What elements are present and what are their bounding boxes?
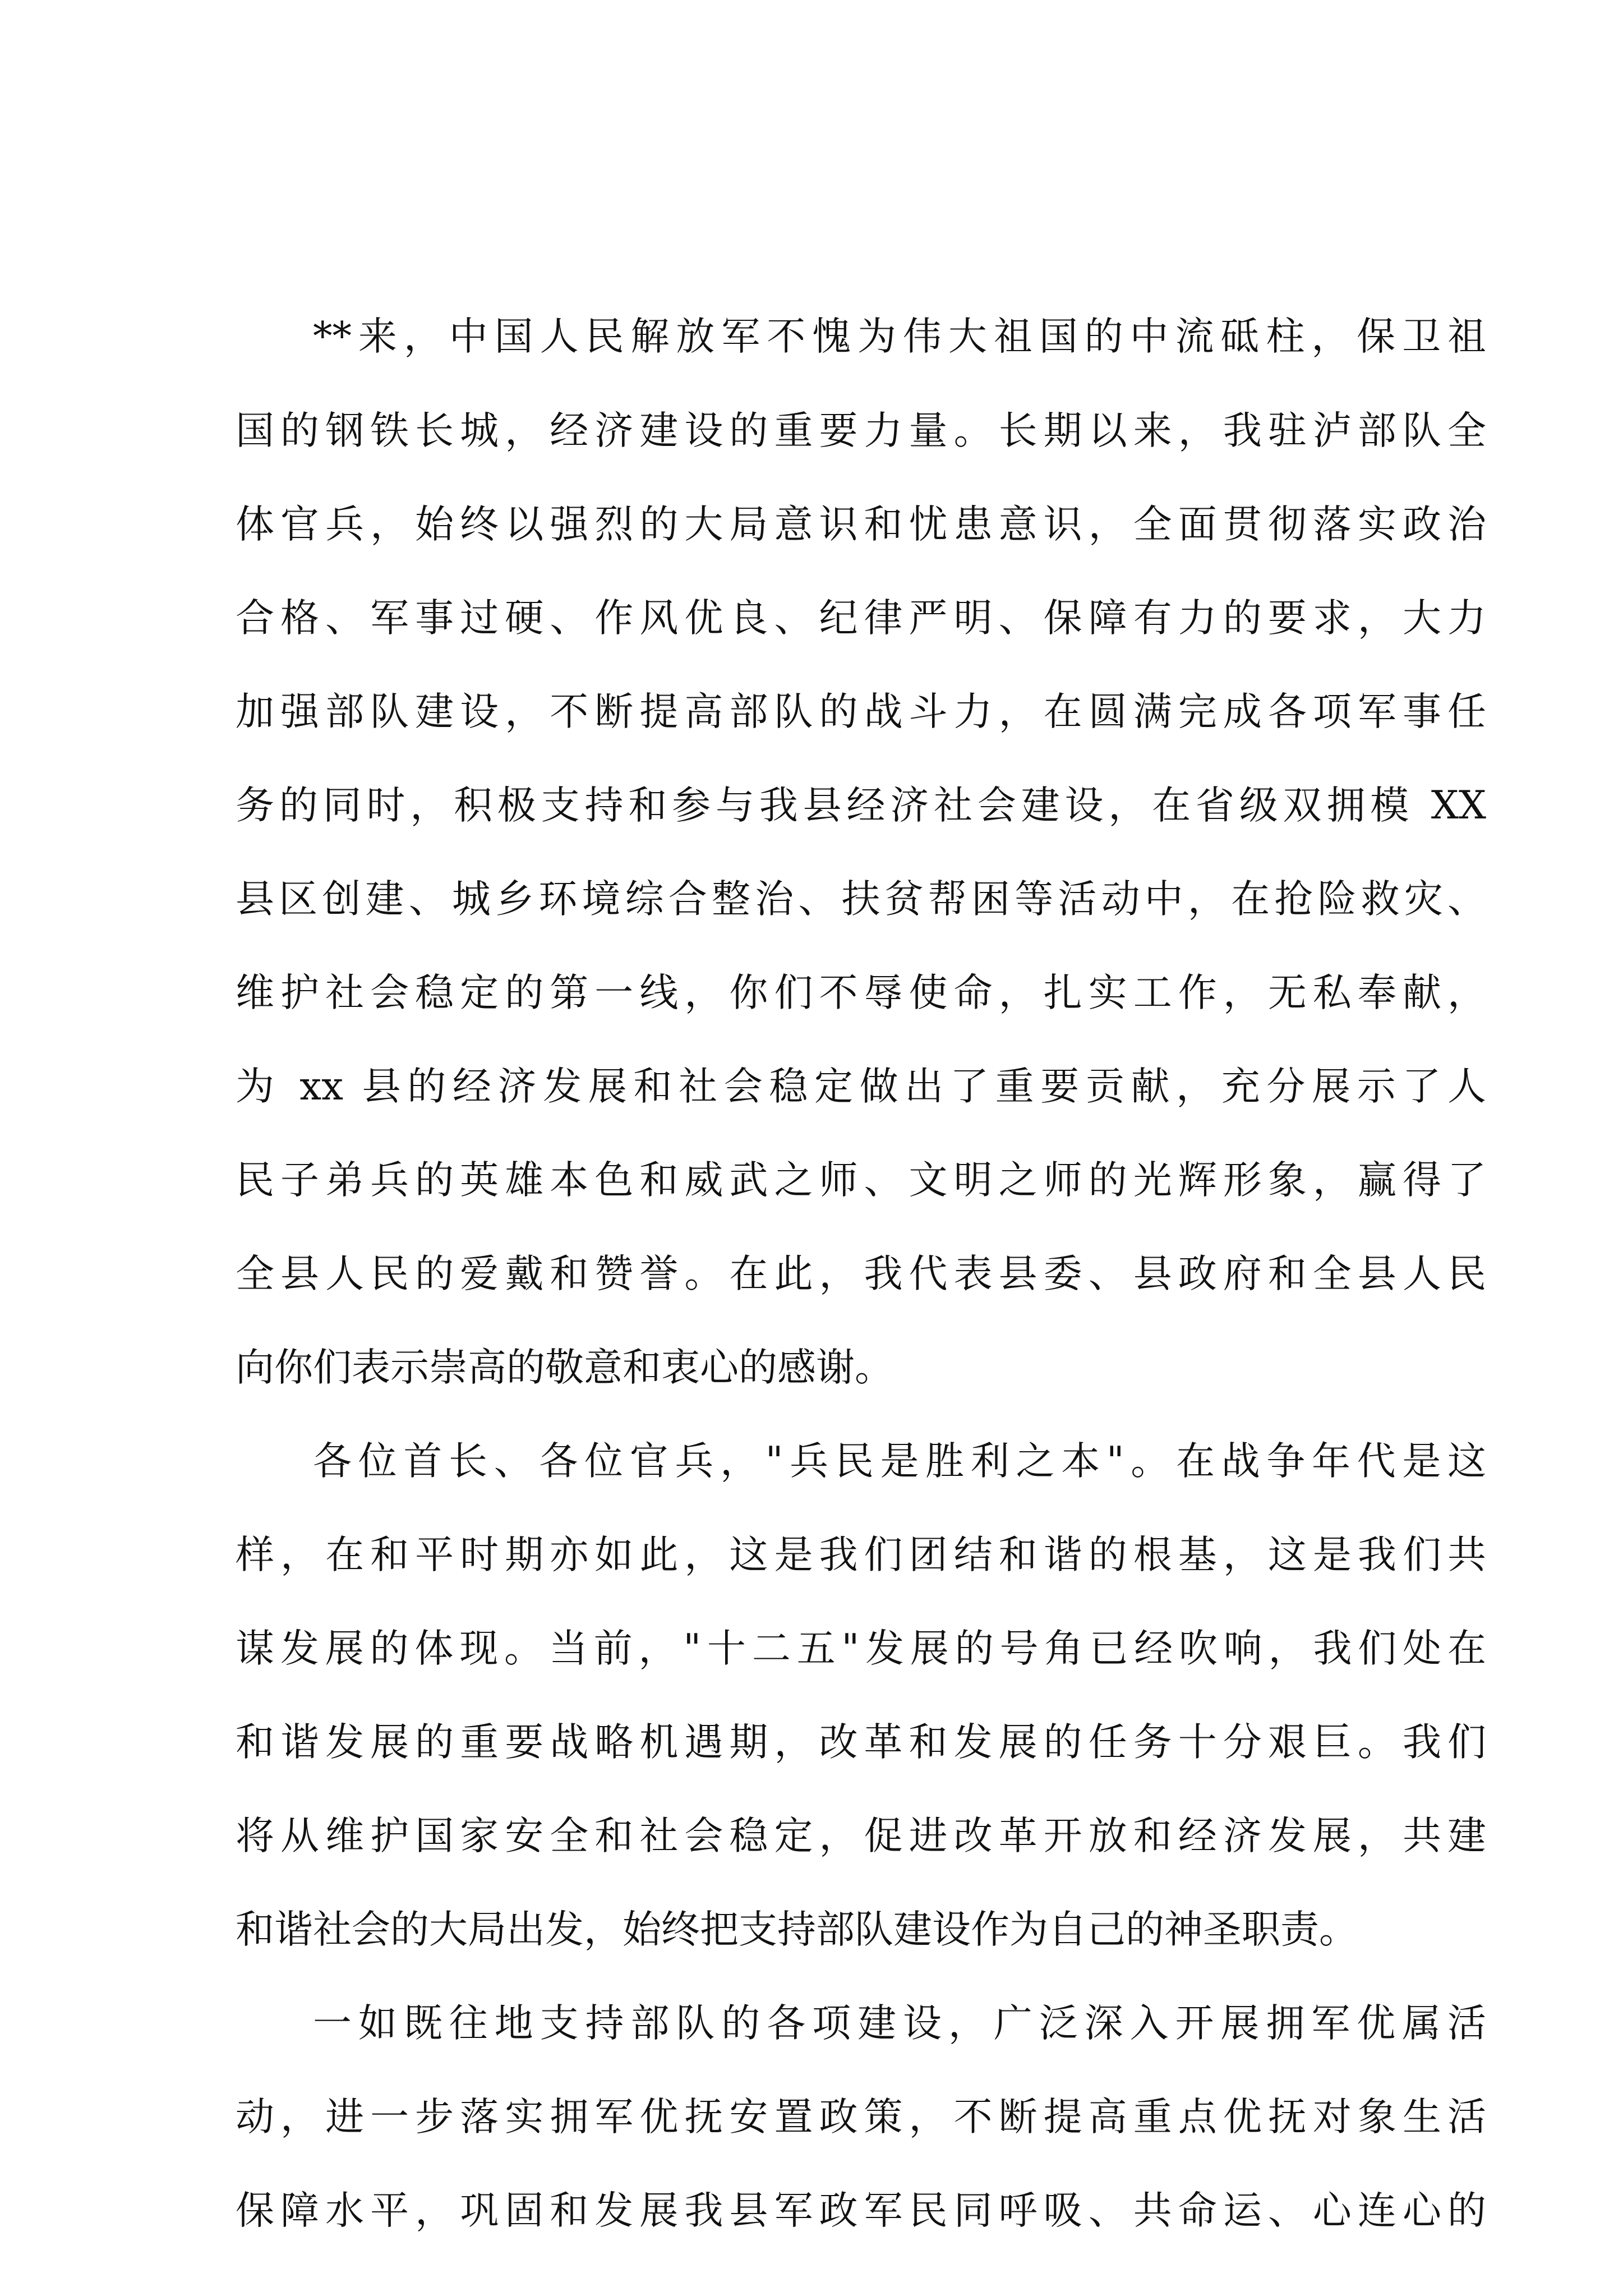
paragraph-line: 一如既往地支持部队的各项建设，广泛深入开展拥军优属活 (313, 2001, 1486, 2046)
paragraph-line: 保障水平，巩固和发展我县军政军民同呼吸、共命运、心连心的 (236, 2188, 1486, 2233)
paragraph-line: 民子弟兵的英雄本色和威武之师、文明之师的光辉形象，赢得了 (236, 1158, 1486, 1203)
paragraph-line: 样，在和平时期亦如此，这是我们团结和谐的根基，这是我们共 (236, 1533, 1486, 1577)
paragraph-line: 加强部队建设，不断提高部队的战斗力，在圆满完成各项军事任 (236, 689, 1486, 734)
paragraph-line: 全县人民的爱戴和赞誉。在此，我代表县委、县政府和全县人民 (236, 1251, 1486, 1296)
paragraph-line: 动，进一步落实拥军优抚安置政策，不断提高重点优抚对象生活 (236, 2095, 1486, 2139)
paragraph-line: 县区创建、城乡环境综合整治、扶贫帮困等活动中，在抢险救灾、 (236, 877, 1486, 922)
paragraph-line: 将从维护国家安全和社会稳定，促进改革开放和经济发展，共建 (236, 1814, 1486, 1858)
paragraph-line: 和谐发展的重要战略机遇期，改革和发展的任务十分艰巨。我们 (236, 1720, 1486, 1765)
paragraph-line: 向你们表示崇高的敬意和衷心的感谢。 (236, 1345, 893, 1390)
paragraph-line: 谋发展的体现。当前，"十二五"发展的号角已经吹响，我们处在 (236, 1626, 1486, 1671)
paragraph-line: **来，中国人民解放军不愧为伟大祖国的中流砥柱，保卫祖 (313, 314, 1486, 359)
paragraph-line: 国的钢铁长城，经济建设的重要力量。长期以来，我驻泸部队全 (236, 408, 1486, 453)
paragraph-line: 维护社会稳定的第一线，你们不辱使命，扎实工作，无私奉献， (236, 970, 1486, 1015)
paragraph-line: 和谐社会的大局出发，始终把支持部队建设作为自己的神圣职责。 (236, 1907, 1358, 1952)
paragraph-line: 务的同时，积极支持和参与我县经济社会建设，在省级双拥模 XX (236, 783, 1486, 828)
paragraph-line: 各位首长、各位官兵，"兵民是胜利之本"。在战争年代是这 (313, 1439, 1486, 1484)
paragraph-line: 体官兵，始终以强烈的大局意识和忧患意识，全面贯彻落实政治 (236, 502, 1486, 547)
paragraph-line: 为 xx 县的经济发展和社会稳定做出了重要贡献，充分展示了人 (236, 1064, 1486, 1109)
paragraph-line: 合格、军事过硬、作风优良、纪律严明、保障有力的要求，大力 (236, 596, 1486, 641)
